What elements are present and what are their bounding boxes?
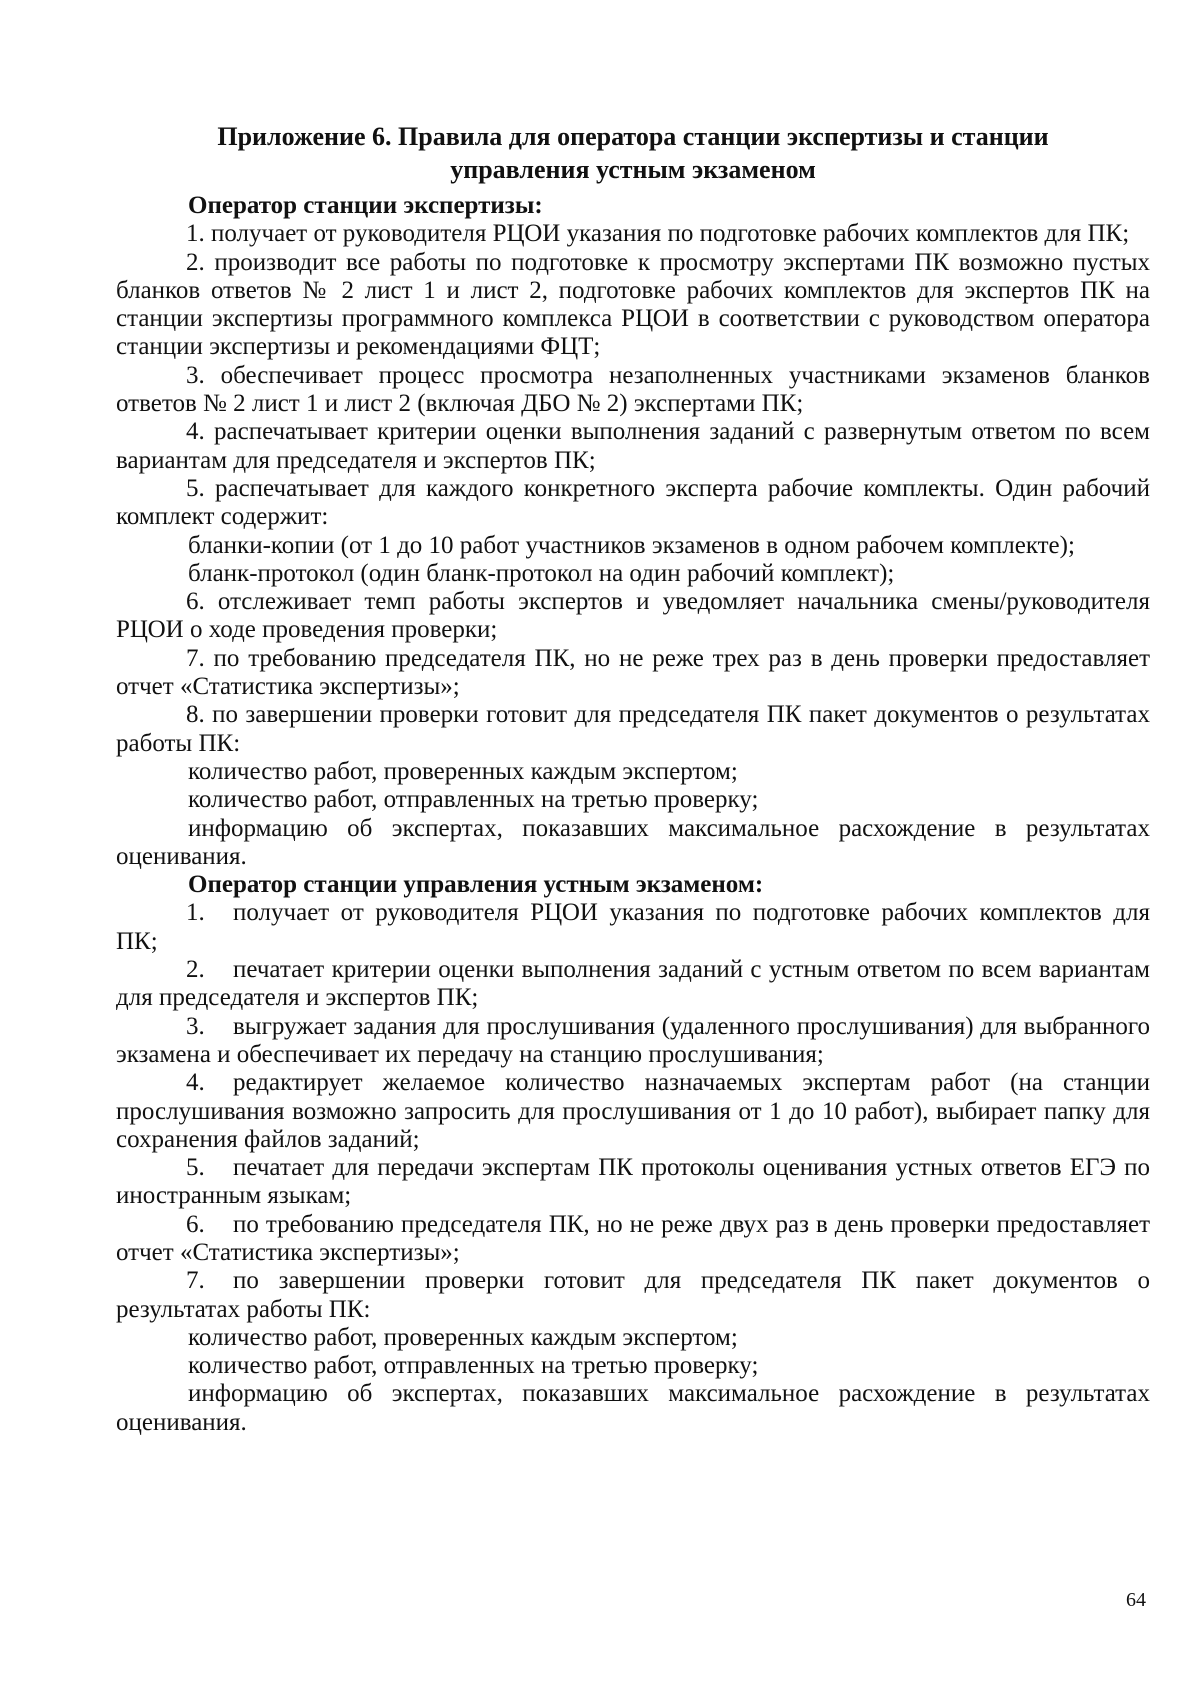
expertise-item-2: 2. производит все работы по подготовке к просмотру экспертами ПК возможно пустых бланков ответов № 2 лист 1 и лист 2, подготовке рабочих комплектов для экспертов ПК на станции экспертизы программного комплекса РЦОИ в соответствии с руководством оператора станции экспертизы и рекомендациями ФЦТ; (116, 248, 1150, 361)
oral-subitem-third-check: количество работ, отправленных на третью проверку; (188, 1352, 759, 1380)
title-line-2: управления устным экзаменом (450, 155, 816, 184)
oral-item-5 (116, 1154, 1150, 1211)
page-title (116, 120, 1150, 186)
oral-item-3 (116, 1013, 1150, 1070)
oral-item-4 (116, 1069, 1150, 1154)
section-heading-expertise-operator: Оператор станции экспертизы: (188, 192, 543, 219)
oral-item-text: печатает для передачи экспертам ПК протоколы оценивания устных ответов ЕГЭ по иностранным языкам; (116, 1154, 1150, 1210)
oral-item-text: получает от руководителя РЦОИ указания по подготовке рабочих комплектов для ПК; (116, 899, 1150, 955)
oral-item-number: 6. (186, 1210, 205, 1238)
oral-item-number: 3. (186, 1012, 205, 1040)
oral-item-number: 1. (186, 899, 205, 927)
oral-item-text: по требованию председателя ПК, но не реже двух раз в день проверки предоставляет отчет «Статистика экспертизы»; (116, 1210, 1150, 1266)
section-heading-oral-exam-operator: Оператор станции управления устным экзаменом: (188, 871, 764, 899)
title-line-1: Приложение 6. Правила для оператора станции экспертизы и станции (217, 122, 1049, 151)
oral-item-number: 7. (186, 1267, 205, 1295)
page-content (116, 120, 1150, 1437)
oral-item-text: выгружает задания для прослушивания (удаленного прослушивания) для выбранного экзамена и обеспечивает их передачу на станцию прослушивания; (116, 1012, 1150, 1068)
expertise-item-8: 8. по завершении проверки готовит для председателя ПК пакет документов о результатах работы ПК: (116, 701, 1150, 757)
expertise-item-4: 4. распечатывает критерии оценки выполнения заданий с развернутым ответом по всем вариантам для председателя и экспертов ПК; (116, 418, 1150, 474)
oral-item-6 (116, 1211, 1150, 1268)
oral-subitem-checked-count: количество работ, проверенных каждым экспертом; (188, 1323, 738, 1351)
oral-item-number: 2. (186, 956, 205, 984)
oral-item-1 (116, 899, 1150, 956)
expertise-item-1: 1. получает от руководителя РЦОИ указания по подготовке рабочих комплектов для ПК; (186, 220, 1130, 248)
page-number: 64 (1126, 1589, 1146, 1611)
expertise-subitem-discrepancy: информацию об экспертах, показавших максимальное расхождение в результатах оценивания. (116, 814, 1150, 870)
oral-item-number: 4. (186, 1069, 205, 1097)
oral-subitem-discrepancy: информацию об экспертах, показавших максимальное расхождение в результатах оценивания. (116, 1380, 1150, 1436)
expertise-subitem-protocol: бланк-протокол (один бланк-протокол на один рабочий комплект); (188, 559, 895, 587)
oral-item-text: печатает критерии оценки выполнения заданий с устным ответом по всем вариантам для председателя и экспертов ПК; (116, 956, 1150, 1012)
expertise-subitem-third-check: количество работ, отправленных на третью проверку; (188, 786, 759, 814)
expertise-subitem-checked-count: количество работ, проверенных каждым экспертом; (188, 757, 738, 785)
expertise-item-7: 7. по требованию председателя ПК, но не реже трех раз в день проверки предоставляет отчет «Статистика экспертизы»; (116, 644, 1150, 701)
oral-item-text: по завершении проверки готовит для председателя ПК пакет документов о результатах работы ПК: (116, 1267, 1150, 1323)
oral-item-number: 5. (186, 1154, 205, 1182)
expertise-item-6: 6. отслеживает темп работы экспертов и уведомляет начальника смены/руководителя РЦОИ о ходе проведения проверки; (116, 588, 1150, 644)
oral-item-text: редактирует желаемое количество назначаемых экспертам работ (на станции прослушивания возможно запросить для прослушивания от 1 до 10 работ), выбирает папку для сохранения файлов заданий; (116, 1069, 1150, 1153)
expertise-subitem-copies: бланки-копии (от 1 до 10 работ участников экзаменов в одном рабочем комплекте); (188, 531, 1075, 559)
oral-item-7 (116, 1267, 1150, 1324)
oral-item-2 (116, 956, 1150, 1013)
expertise-item-5: 5. распечатывает для каждого конкретного эксперта рабочие комплекты. Один рабочий комплект содержит: (116, 474, 1150, 531)
expertise-item-3: 3. обеспечивает процесс просмотра незаполненных участниками экзаменов бланков ответов № 2 лист 1 и лист 2 (включая ДБО № 2) экспертами ПК; (116, 361, 1150, 418)
